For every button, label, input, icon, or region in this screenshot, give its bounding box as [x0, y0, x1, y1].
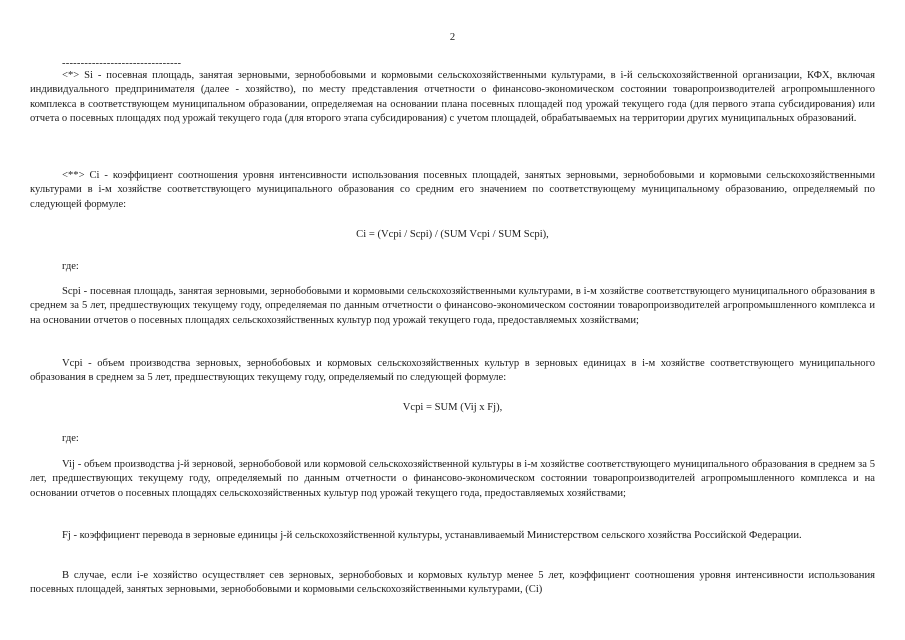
where-label-2: где: — [62, 433, 79, 444]
footnote-si: <*> Si - посевная площадь, занятая зерновыми, зернобобовыми и кормовыми сельскохозяйственными культурами, в i-й сельскохозяйственной организации, КФХ, включая индивидуального предпринимателя (далее - хозяйство), по месту представления отчетности о финансово-экономическом состоянии товаропроизводителей агропромышленного комплекса в соответствующем муниципальном образовании, определяемая на основании плана посевных площадей под урожай текущего года (для первого этапа субсидирования) или отчета о посевных площадях под урожай текущего года (для второго этапа субсидирования) с учетом площадей, обрабатываемых на территории других муниципальных образований. — [30, 70, 875, 125]
definition-vcpi: Vcpi - объем производства зерновых, зернобобовых и кормовых сельскохозяйственных культур в зерновых единицах в i-м хозяйстве соответствующего муниципального образования в среднем за 5 лет, предшествующих текущему году, определяемый по следующей формуле: — [30, 358, 875, 384]
formula-vcpi: Vcpi = SUM (Vij x Fj), — [402, 402, 503, 413]
definition-fj: Fj - коэффициент перевода в зерновые единицы j-й сельскохозяйственной культуры, устанавливаемый Министерством сельского хозяйства Российской Федерации. — [62, 530, 802, 541]
formula-ci: Ci = (Vcpi / Scpi) / (SUM Vcpi / SUM Scpi), — [356, 229, 549, 240]
paragraph-less-than-5-years: В случае, если i-е хозяйство осуществляет сев зерновых, зернобобовых и кормовых культур менее 5 лет, коэффициент соотношения уровня интенсивности использования посевных площадей, занятых зерновыми, зернобобовыми и кормовыми сельскохозяйственными культурами, (Ci) — [30, 570, 875, 596]
definition-scpi: Scpi - посевная площадь, занятая зерновыми, зернобобовыми и кормовыми сельскохозяйственными культурами, в i-м хозяйстве соответствующего муниципального образования в среднем за 5 лет, предшествующих текущему году, определяемая по данным отчетности о финансово-экономическом состоянии товаропроизводителей агропромышленного комплекса и на основании отчетов о посевных площадях сельскохозяйственных культур под урожай текущего года, предоставляемых хозяйствами; — [30, 286, 875, 326]
page-number: 2 — [449, 32, 456, 43]
where-label-1: где: — [62, 261, 79, 272]
footnote-separator: -------------------------------- — [62, 58, 182, 69]
footnote-ci: <**> Ci - коэффициент соотношения уровня интенсивности использования посевных площадей, занятых зерновыми, зернобобовыми и кормовыми сельскохозяйственными культурами в i-м хозяйстве соответствующего муниципального образования со средним его значением по соответствующему муниципальному образованию, определяемый по следующей формуле: — [30, 170, 875, 210]
definition-vij: Vij - объем производства j-й зерновой, зернобобовой или кормовой сельскохозяйственной культуры в i-м хозяйстве соответствующего муниципального образования в среднем за 5 лет, предшествующих текущему году, определяемый по данным отчетности о финансово-экономическом состоянии товаропроизводителей агропромышленного комплекса и на основании отчетов о посевных площадях сельскохозяйственных культур под урожай текущего года, предоставляемых хозяйствами; — [30, 459, 875, 499]
